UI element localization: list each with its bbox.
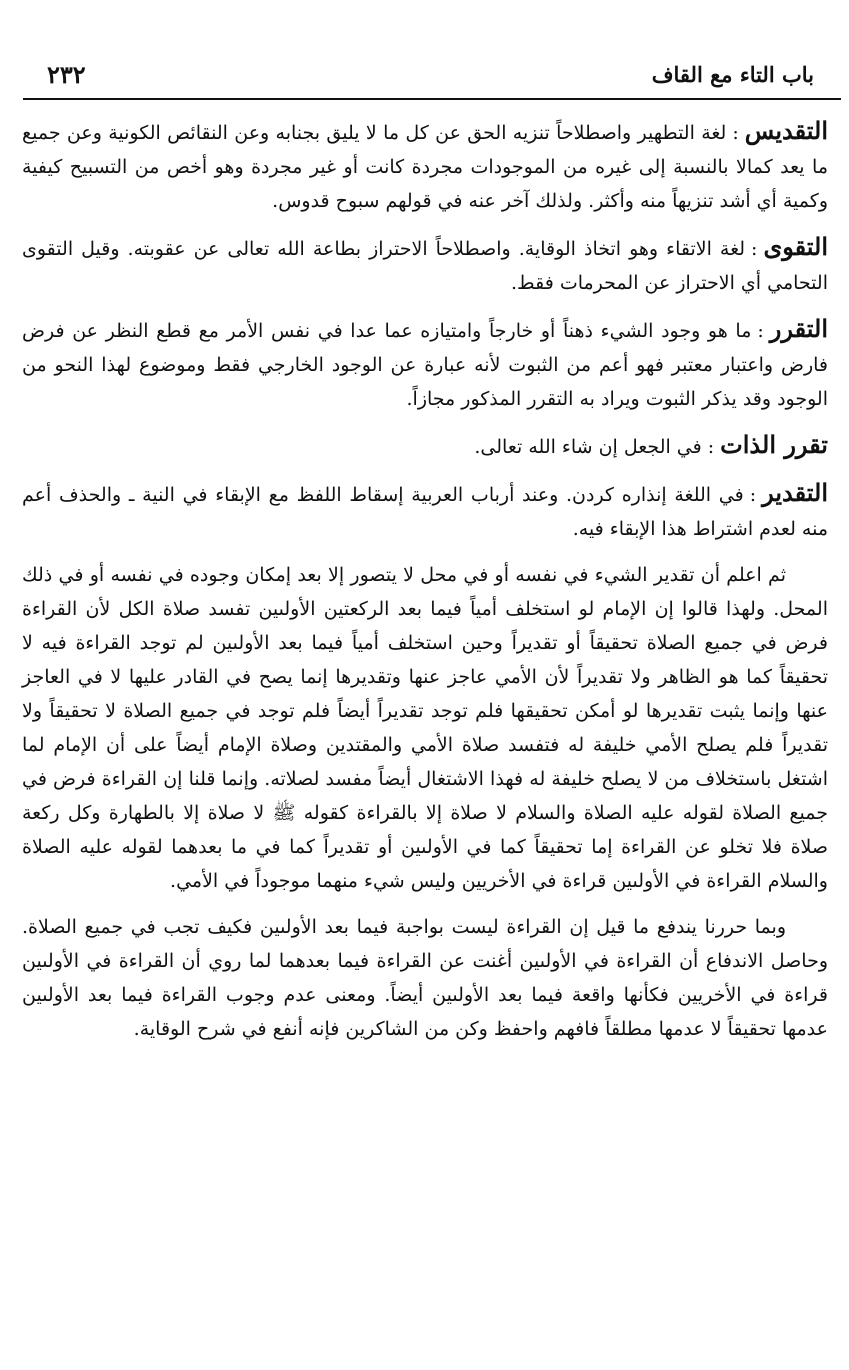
- entry-term: تقرر الذات: [720, 430, 828, 459]
- entry-text: في الجعل إن شاء الله تعالى.: [474, 436, 702, 458]
- entry-term: التقرر: [769, 314, 828, 343]
- entry-taqdis: [22, 114, 828, 218]
- colon: :: [757, 320, 764, 342]
- entry-text: ما هو وجود الشيء ذهناً أو خارجاً وامتيازه عما عدا في نفس الأمر مع قطع النظر عن فرض فارض واعتبار معتبر فهو أعم من الثبوت لأنه عبارة عن الوجود الخارجي فقط وموضوع لهذا النحو من الوجود وقد يذكر الثبوت ويراد به التقرر المذكور مجازاً.: [22, 320, 828, 410]
- entry-term: التقوى: [763, 232, 828, 261]
- entry-text: في اللغة إنذاره كردن. وعند أرباب العربية إسقاط اللفظ مع الإبقاء في النية ـ والحذف أعم منه لعدم اشتراط هذا الإبقاء فيه.: [22, 484, 828, 540]
- entry-text: لغة الاتقاء وهو اتخاذ الوقاية. واصطلاحاً الاحتراز بطاعة الله تعالى عن عقوبته. وقيل التقوى التحامي أي الاحتراز عن المحرمات فقط.: [22, 238, 828, 294]
- colon: :: [732, 122, 739, 144]
- entry-taqwa: [22, 230, 828, 300]
- page-content: [22, 114, 828, 1056]
- entry-term: التقدير: [762, 478, 828, 507]
- colon: :: [751, 238, 758, 260]
- entry-text: لغة التطهير واصطلاحاً تنزيه الحق عن كل ما لا يليق بجنابه وعن النقائص الكونية وعن جميع ما يعد كمالا بالنسبة إلى غيره من الموجودات مجردة كانت أو غير مجردة وهو أخص من التسبيح كيفية وكمية أي أشد تنزيهاً منه وأكثر. ولذلك آخر عنه في قولهم سبوح قدوس.: [22, 122, 828, 212]
- entry-term: التقديس: [744, 116, 828, 145]
- discussion-paragraph: ثم اعلم أن تقدير الشيء في نفسه أو في محل لا يتصور إلا بعد إمكان وجوده في نفسه أو في ذلك المحل. ولهذا قالوا إن الإمام لو استخلف أمياً فيما بعد الركعتين الأولىين تفسد صلاة الكل لأن القراءة فرض في جميع الصلاة تحقيقاً أو تقديراً وحين استخلف أمياً فيما بعد الأولىين لم توجد القراءة فيه لا تحقيقاً كما هو الظاهر ولا تقديراً لأن الأمي عاجز عنها وتقديرها إنما يصح في القادر عليها لا في العاجز عنها وإنما يثبت تقديرها لو أمكن تحقيقها فلم توجد تقديراً أيضاً فلم توجد في جميع الصلاة لا تحقيقاً ولا تقديراً فلم يصلح الأمي خليفة له فتفسد صلاة الأمي والمقتدين وصلاة الإمام أيضاً على أن الإمام لما اشتغل باستخلاف من لا يصلح خليفة له فهذا الاشتغال أيضاً مفسد لصلاته. وإنما قلنا إن القراءة فرض في جميع الصلاة لقوله عليه الصلاة والسلام لا صلاة إلا بالقراءة كقوله ﷺ لا صلاة إلا بالطهارة وكل ركعة صلاة فلا تخلو عن القراءة إما تحقيقاً كما في الأولىين أو تقديراً كما في ما بعدهما لقوله عليه الصلاة والسلام القراءة في الأولىين قراءة في الأخريين وليس شيء منهما موجوداً في الأمي.: [22, 564, 829, 892]
- entry-taqdir: [22, 476, 828, 546]
- entry-taqarrur-al-dhat: [22, 428, 828, 464]
- running-title: باب التاء مع القاف: [651, 62, 814, 87]
- discussion-paragraph: وبما حررنا يندفع ما قيل إن القراءة ليست بواجبة فيما بعد الأولىين فكيف تجب في جميع الصلاة. وحاصل الاندفاع أن القراءة في الأولىين أغنت عن القراءة فيما بعدهما لما روي أن القراءة في الأولىين قراءة في الأخريين فكأنها واقعة فيما بعد الأولىين أيضاً. ومعنى عدم وجوب القراءة فيما بعد الأولىين عدمها تحقيقاً لا عدمها مطلقاً فافهم واحفظ وكن من الشاكرين فإنه أنفع في شرح الوقاية.: [22, 916, 828, 1040]
- entry-taqarrur: [22, 312, 828, 416]
- colon: :: [707, 436, 715, 458]
- page-header: [0, 52, 849, 96]
- page-number: ٢٣٢: [47, 60, 86, 89]
- colon: :: [749, 484, 757, 506]
- header-rule: [23, 98, 841, 100]
